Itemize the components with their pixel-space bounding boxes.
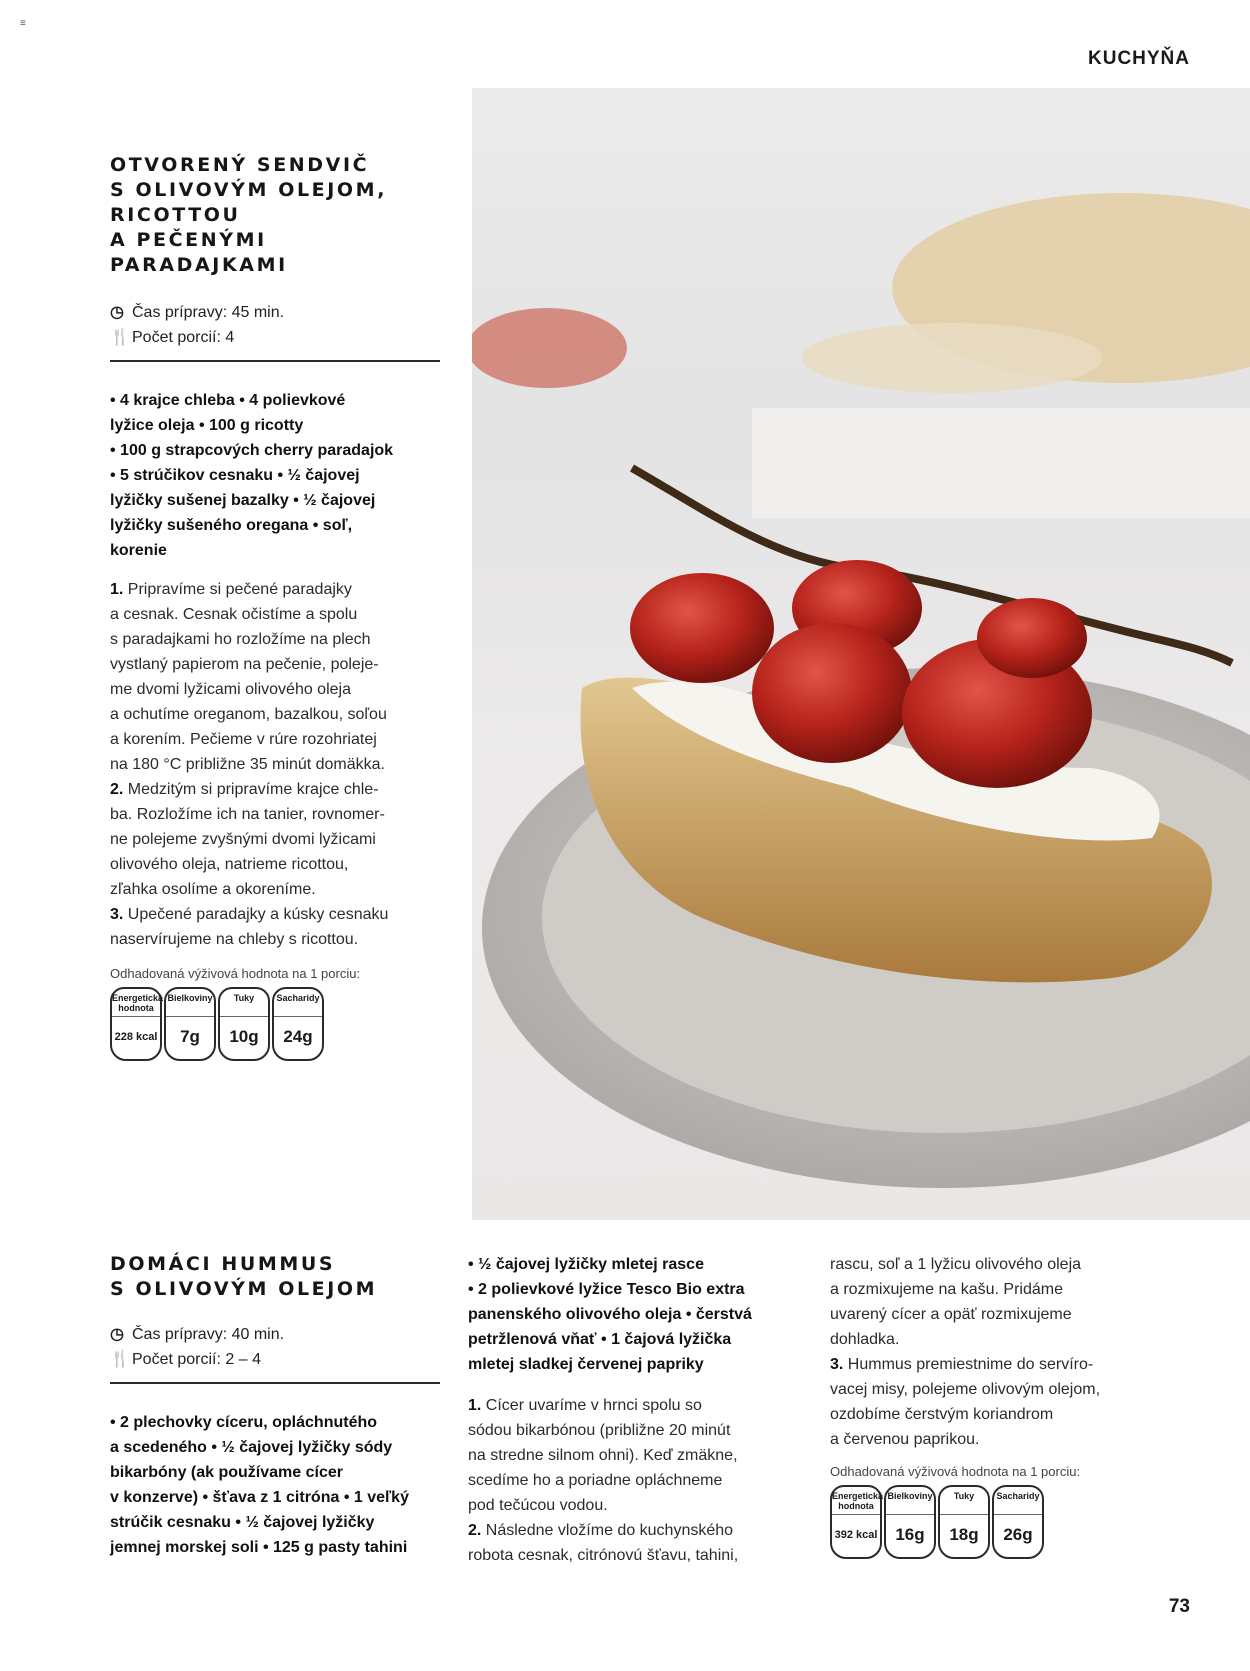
step-line bbox=[468, 1493, 798, 1518]
step-text: a rozmixujeme na kašu. Pridáme bbox=[830, 1281, 1063, 1298]
recipe-title-line: A PEČENÝMI PARADAJKAMI bbox=[110, 229, 288, 276]
nutrition-value: 228 kcal bbox=[114, 1031, 158, 1043]
nutrition-cell bbox=[272, 987, 324, 1061]
hummus-column-3 bbox=[830, 1252, 1160, 1559]
step-text: na 180 °C približne 35 minút domäkka. bbox=[110, 756, 385, 773]
nutrition-label: Tuky bbox=[220, 989, 268, 1017]
corner-mark: ≡ bbox=[20, 18, 26, 29]
step-text: na stredne silnom ohni). Keď zmäkne, bbox=[468, 1447, 738, 1464]
step-line bbox=[110, 602, 440, 627]
step-line bbox=[110, 777, 440, 802]
step-text: vacej misy, polejeme olivovým olejom, bbox=[830, 1381, 1101, 1398]
nutrition-label: Bielkoviny bbox=[166, 989, 214, 1017]
nutrition-value: 24g bbox=[283, 1027, 313, 1046]
cutlery-icon: 🍴 bbox=[110, 329, 130, 346]
step-text: zľahka osolíme a okoreníme. bbox=[110, 881, 316, 898]
step-line bbox=[468, 1393, 798, 1418]
nutrition-caption: Odhadovaná výživová hodnota na 1 porciu: bbox=[830, 1464, 1081, 1479]
sandwich-illustration bbox=[472, 88, 1250, 1220]
step-line bbox=[110, 652, 440, 677]
step-line bbox=[468, 1418, 798, 1443]
recipe-meta bbox=[110, 300, 440, 350]
step-line bbox=[110, 852, 440, 877]
tomato bbox=[630, 573, 774, 683]
nutrition-cell bbox=[992, 1485, 1044, 1559]
ingredients-line: mletej sladkej červenej papriky bbox=[468, 1356, 704, 1373]
step-line bbox=[110, 727, 440, 752]
recipe-title-line: OTVORENÝ SENDVIČ bbox=[110, 154, 370, 176]
recipe-title bbox=[110, 153, 440, 278]
ingredients-line: a scedeného • ½ čajovej lyžičky sódy bbox=[110, 1439, 393, 1456]
step-text: robota cesnak, citrónovú šťavu, tahini, bbox=[468, 1547, 739, 1564]
step-text: Cícer uvaríme v hrnci spolu so bbox=[485, 1397, 702, 1414]
step-line bbox=[110, 877, 440, 902]
step-line bbox=[110, 702, 440, 727]
portions: Počet porcií: 2 – 4 bbox=[132, 1351, 261, 1368]
ingredients-line: panenského olivového oleja • čerstvá bbox=[468, 1306, 752, 1323]
nutrition-cell bbox=[830, 1485, 882, 1559]
step-line bbox=[468, 1543, 798, 1568]
step-text: Pripravíme si pečené paradajky bbox=[127, 581, 352, 598]
step-text: olivového oleja, natrieme ricottou, bbox=[110, 856, 349, 873]
nutrition-cell bbox=[110, 987, 162, 1061]
step-line bbox=[110, 927, 440, 952]
ingredients-line: • 2 polievkové lyžice Tesco Bio extra bbox=[468, 1281, 745, 1298]
nutrition-label: Bielkoviny bbox=[886, 1487, 934, 1515]
nutrition-label: Tuky bbox=[940, 1487, 988, 1515]
step-text: pod tečúcou vodou. bbox=[468, 1497, 608, 1514]
step-number: 1. bbox=[468, 1397, 482, 1414]
step-line bbox=[830, 1327, 1160, 1352]
recipe-title-line: DOMÁCI HUMMUS bbox=[110, 1253, 336, 1275]
ingredients-line: v konzerve) • šťava z 1 citróna • 1 veľký bbox=[110, 1489, 409, 1506]
ingredients-line: jemnej morskej soli • 125 g pasty tahini bbox=[110, 1539, 408, 1556]
steps bbox=[830, 1252, 1160, 1452]
ingredients bbox=[110, 388, 440, 563]
ingredients-line: bikarbóny (ak používame cícer bbox=[110, 1464, 343, 1481]
nutrition-table bbox=[110, 987, 440, 1061]
ingredients-line: petržlenová vňať • 1 čajová lyžička bbox=[468, 1331, 732, 1348]
step-line bbox=[830, 1377, 1160, 1402]
ingredients-continued bbox=[468, 1252, 798, 1377]
divider bbox=[110, 360, 440, 362]
portions: Počet porcií: 4 bbox=[132, 329, 235, 346]
prep-time: Čas prípravy: 40 min. bbox=[132, 1326, 285, 1343]
nutrition-label: Energetická hodnota bbox=[832, 1487, 880, 1515]
step-line bbox=[830, 1277, 1160, 1302]
tomato bbox=[977, 598, 1087, 678]
step-number: 3. bbox=[110, 906, 124, 923]
step-text: a cesnak. Cesnak očistíme a spolu bbox=[110, 606, 358, 623]
nutrition-label: Sacharidy bbox=[274, 989, 322, 1017]
step-line bbox=[830, 1302, 1160, 1327]
ingredients-line: lyžičky sušenej bazalky • ½ čajovej bbox=[110, 492, 376, 509]
step-line bbox=[110, 677, 440, 702]
hummus-column-2 bbox=[468, 1252, 798, 1568]
ingredients-line: lyžice oleja • 100 g ricotty bbox=[110, 417, 304, 434]
nutrition-value: 7g bbox=[180, 1027, 200, 1046]
step-line bbox=[830, 1252, 1160, 1277]
background-board bbox=[752, 408, 1250, 518]
step-text: a korením. Pečieme v rúre rozohriatej bbox=[110, 731, 377, 748]
recipe-title-line: RICOTTOU bbox=[110, 204, 241, 226]
step-text: vystlaný papierom na pečenie, poleje- bbox=[110, 656, 379, 673]
ingredients-line: korenie bbox=[110, 542, 167, 559]
nutrition-value: 16g bbox=[895, 1525, 925, 1544]
tomato bbox=[752, 623, 912, 763]
steps bbox=[468, 1393, 798, 1568]
step-line bbox=[110, 902, 440, 927]
step-text: naservírujeme na chleby s ricottou. bbox=[110, 931, 359, 948]
nutrition-cell bbox=[884, 1485, 936, 1559]
background-tomatoes bbox=[472, 308, 627, 388]
recipe-title-line: S OLIVOVÝM OLEJOM, bbox=[110, 179, 388, 201]
ingredients-line: • 4 krajce chleba • 4 polievkové bbox=[110, 392, 346, 409]
ingredients bbox=[110, 1410, 440, 1560]
ingredients-line: lyžičky sušeného oregana • soľ, bbox=[110, 517, 353, 534]
step-text: Hummus premiestnime do servíro- bbox=[847, 1356, 1094, 1373]
nutrition-value: 392 kcal bbox=[834, 1529, 878, 1541]
step-text: rascu, soľ a 1 lyžicu olivového oleja bbox=[830, 1256, 1082, 1273]
ingredients-line: • 2 plechovky cíceru, opláchnutého bbox=[110, 1414, 378, 1431]
step-line bbox=[110, 577, 440, 602]
section-label: KUCHYŇA bbox=[1088, 48, 1190, 69]
nutrition-cell bbox=[218, 987, 270, 1061]
ingredients-line: • 5 strúčikov cesnaku • ½ čajovej bbox=[110, 467, 360, 484]
step-text: ba. Rozložíme ich na tanier, rovnomer- bbox=[110, 806, 385, 823]
recipe-open-sandwich bbox=[110, 153, 440, 1061]
step-text: s paradajkami ho rozložíme na plech bbox=[110, 631, 371, 648]
step-text: Následne vložíme do kuchynského bbox=[485, 1522, 734, 1539]
step-line bbox=[830, 1427, 1160, 1452]
step-line bbox=[110, 627, 440, 652]
nutrition-cell bbox=[938, 1485, 990, 1559]
nutrition-value: 26g bbox=[1003, 1525, 1033, 1544]
step-text: sódou bikarbónou (približne 20 minút bbox=[468, 1422, 731, 1439]
step-line bbox=[468, 1443, 798, 1468]
step-line bbox=[830, 1352, 1160, 1377]
step-line bbox=[830, 1402, 1160, 1427]
step-text: ozdobíme čerstvým koriandrom bbox=[830, 1406, 1054, 1423]
step-text: me dvomi lyžicami olivového oleja bbox=[110, 681, 351, 698]
step-text: Medzitým si pripravíme krajce chle- bbox=[127, 781, 379, 798]
clock-icon: ◷ bbox=[110, 304, 124, 321]
nutrition-value: 18g bbox=[949, 1525, 979, 1544]
recipe-title bbox=[110, 1252, 440, 1302]
step-line bbox=[110, 752, 440, 777]
recipe-photo bbox=[472, 88, 1250, 1220]
step-text: dohladka. bbox=[830, 1331, 900, 1348]
step-line bbox=[468, 1518, 798, 1543]
nutrition-label: Sacharidy bbox=[994, 1487, 1042, 1515]
ingredients-line: strúčik cesnaku • ½ čajovej lyžičky bbox=[110, 1514, 375, 1531]
nutrition-caption: Odhadovaná výživová hodnota na 1 porciu: bbox=[110, 966, 361, 981]
background-bread-slice bbox=[802, 323, 1102, 393]
step-number: 2. bbox=[468, 1522, 482, 1539]
divider bbox=[110, 1382, 440, 1384]
step-line bbox=[110, 802, 440, 827]
step-number: 3. bbox=[830, 1356, 844, 1373]
step-line bbox=[468, 1468, 798, 1493]
step-text: ne polejeme zvyšnými dvomi lyžicami bbox=[110, 831, 376, 848]
step-text: uvarený cícer a opäť rozmixujeme bbox=[830, 1306, 1072, 1323]
step-text: Upečené paradajky a kúsky cesnaku bbox=[127, 906, 389, 923]
recipe-meta bbox=[110, 1322, 440, 1372]
clock-icon: ◷ bbox=[110, 1326, 124, 1343]
step-number: 1. bbox=[110, 581, 124, 598]
step-text: a červenou paprikou. bbox=[830, 1431, 980, 1448]
nutrition-label: Energetická hodnota bbox=[112, 989, 160, 1017]
step-number: 2. bbox=[110, 781, 124, 798]
step-line bbox=[110, 827, 440, 852]
steps bbox=[110, 577, 440, 952]
prep-time: Čas prípravy: 45 min. bbox=[132, 304, 285, 321]
recipe-hummus bbox=[110, 1252, 440, 1560]
recipe-title-line: S OLIVOVÝM OLEJOM bbox=[110, 1278, 378, 1300]
step-text: scedíme ho a poriadne opláchneme bbox=[468, 1472, 723, 1489]
cutlery-icon: 🍴 bbox=[110, 1351, 130, 1368]
page-number: 73 bbox=[1168, 1596, 1190, 1617]
nutrition-cell bbox=[164, 987, 216, 1061]
step-text: a ochutíme oreganom, bazalkou, soľou bbox=[110, 706, 387, 723]
nutrition-value: 10g bbox=[229, 1027, 259, 1046]
ingredients-line: • ½ čajovej lyžičky mletej rasce bbox=[468, 1256, 704, 1273]
nutrition-table bbox=[830, 1485, 1160, 1559]
ingredients-line: • 100 g strapcových cherry paradajok bbox=[110, 442, 394, 459]
